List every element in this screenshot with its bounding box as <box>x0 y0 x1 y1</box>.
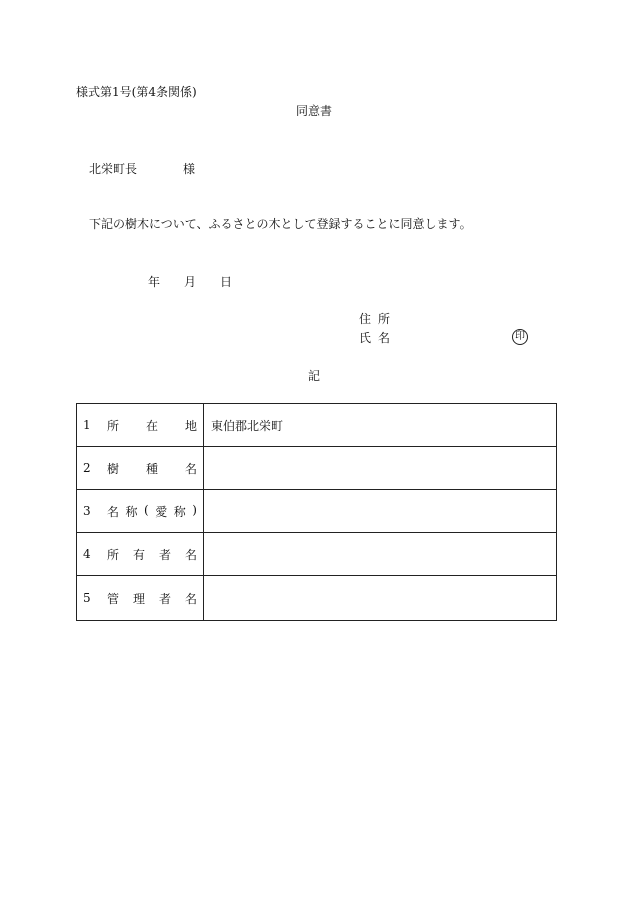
row-label-char: 理 <box>132 591 145 606</box>
row-label-char: 樹 <box>107 461 120 476</box>
row-label-char: 所 <box>107 418 120 433</box>
table-row <box>77 576 557 621</box>
row-label-cell <box>77 490 204 533</box>
date-year-label: 年 <box>148 275 161 289</box>
row-label-char: 称 <box>125 504 138 519</box>
row-label-char: 称 <box>173 504 186 519</box>
consent-statement: 下記の樹木について、ふるさとの木として登録することに同意します。 <box>89 217 472 231</box>
row-label-char: 名 <box>107 504 120 519</box>
row-number: 5 <box>83 591 91 605</box>
row-label-char: ) <box>192 502 197 517</box>
row-label-char: 者 <box>158 547 171 562</box>
row-number: 2 <box>83 461 91 475</box>
ki-heading: 記 <box>308 369 321 383</box>
name-label: 氏名 <box>359 331 398 345</box>
row-label-cell <box>77 533 204 576</box>
row-label-char: 在 <box>145 418 158 433</box>
row-label-char: 種 <box>145 461 158 476</box>
row-label-char: 名 <box>184 547 197 562</box>
date-month-label: 月 <box>184 275 197 289</box>
row-value-cell: 東伯郡北栄町 <box>204 404 557 447</box>
row-label-char: 有 <box>132 547 145 562</box>
row-number: 3 <box>83 504 91 518</box>
row-label <box>103 590 203 607</box>
row-label-cell <box>77 404 204 447</box>
row-label-char: ( <box>144 502 149 517</box>
table-row <box>77 533 557 576</box>
row-label <box>103 417 203 434</box>
form-number: 様式第1号(第4条関係) <box>76 85 197 99</box>
row-label-char: 地 <box>184 418 197 433</box>
table-row <box>77 447 557 490</box>
addressee-recipient: 北栄町長 <box>89 162 138 176</box>
document-title <box>0 104 630 118</box>
addressee-honorific: 様 <box>183 162 196 176</box>
row-value-cell <box>204 576 557 621</box>
table-row <box>77 404 557 447</box>
row-label-char: 管 <box>107 591 120 606</box>
table-row <box>77 490 557 533</box>
document-title-text: 同意書 <box>295 104 332 118</box>
row-value-cell <box>204 490 557 533</box>
date-day-label: 日 <box>220 275 233 289</box>
row-label-cell <box>77 576 204 621</box>
seal-mark: 印 <box>512 329 528 345</box>
row-number: 1 <box>83 418 91 432</box>
row-label-cell <box>77 447 204 490</box>
row-label <box>103 460 203 477</box>
address-label: 住所 <box>359 312 398 326</box>
row-value-cell <box>204 533 557 576</box>
row-label-char: 所 <box>107 547 120 562</box>
row-label-char: 名 <box>184 461 197 476</box>
tree-details-table <box>76 403 557 621</box>
row-label-char: 愛 <box>155 504 168 519</box>
row-label-char: 者 <box>158 591 171 606</box>
row-number: 4 <box>83 547 91 561</box>
row-value-cell <box>204 447 557 490</box>
row-label <box>103 503 203 520</box>
row-label <box>103 546 203 563</box>
row-label-char: 名 <box>184 591 197 606</box>
